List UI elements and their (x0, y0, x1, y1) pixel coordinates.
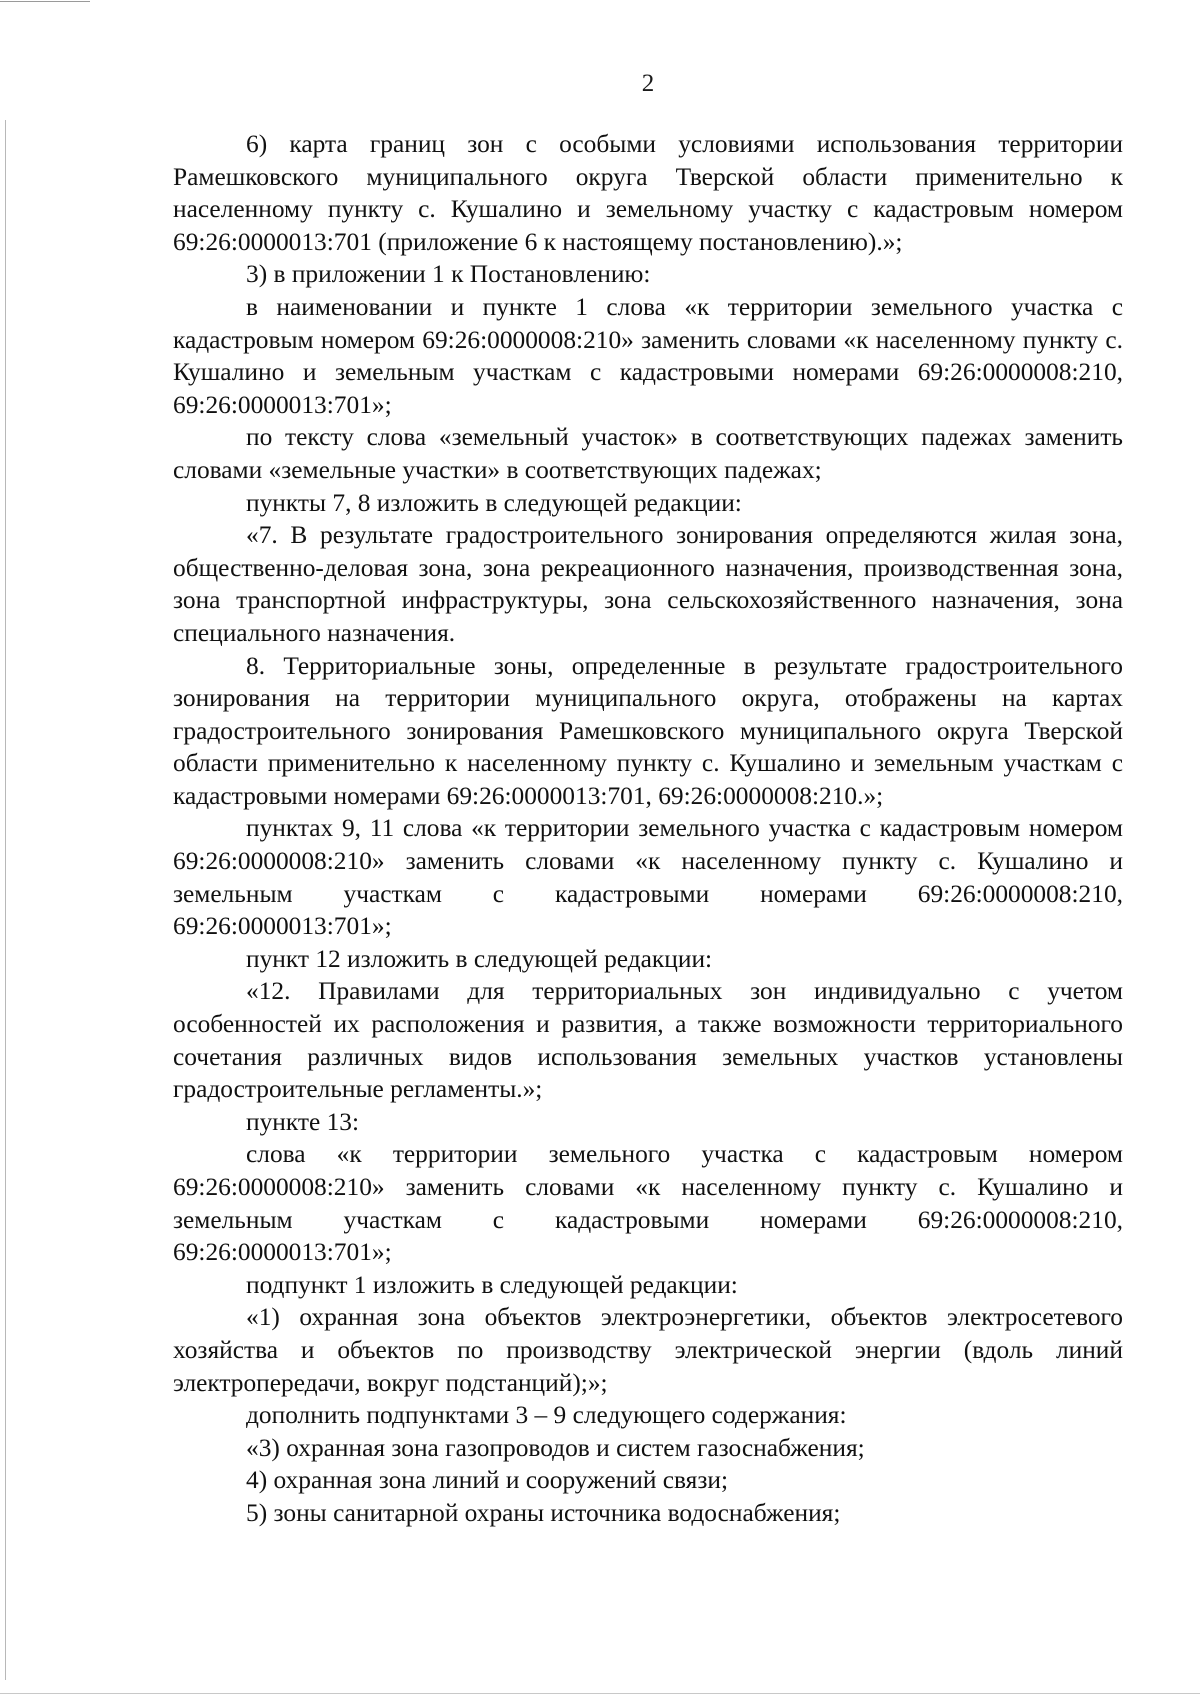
paragraph-point-13-words: слова «к территории земельного участка с кадастровым номером 69:26:0000008:210» заменить словами «к населенному пункту с. Кушалино и земельным участкам с кадастровыми номерами 69:26:0000008:210, 69:26:0000013:701»; (173, 1140, 1123, 1267)
document-body (173, 128, 1123, 1530)
paragraph-text-replace: по тексту слова «земельный участок» в соответствующих падежах заменить словами «земельные участки» в соответствующих падежах; (173, 423, 1123, 484)
paragraph-point-7: «7. В результате градостроительного зонирования определяются жилая зона, общественно-деловая зона, зона рекреационного назначения, производственная зона, зона транспортной инфраструктуры, зона сельскохозяйственного назначения, зона специального назначения. (173, 521, 1123, 647)
paragraph-points-7-8-intro: пункты 7, 8 изложить в следующей редакции: (246, 488, 742, 517)
paragraph-subpoint-5: 5) зоны санитарной охраны источника водоснабжения; (246, 1498, 841, 1527)
paragraph-point-12: «12. Правилами для территориальных зон индивидуально с учетом особенностей их расположения и развития, а также возможности территориального сочетания различных видов использования земельных участков установлены градостроительные регламенты.»; (173, 977, 1123, 1104)
paragraph-item-6-map: 6) карта границ зон с особыми условиями использования территории Рамешковского муниципального округа Тверской области применительно к населенному пункту с. Кушалино и земельному участку с кадастровым номером 69:26:0000013:701 (приложение 6 к настоящему постановлению).»; (173, 130, 1123, 256)
paragraph-subpoint-1: «1) охранная зона объектов электроэнергетики, объектов электросетевого хозяйства и объектов по производству электрической энергии (вдоль линий электропередачи, вокруг подстанций);»; (173, 1303, 1123, 1397)
scan-edge-bottom (0, 1693, 1200, 1694)
paragraph-subpoint-1-intro: подпункт 1 изложить в следующей редакции: (246, 1270, 738, 1299)
paragraph-name-point-1: в наименовании и пункте 1 слова «к территории земельного участка с кадастровым номером 69:26:0000008:210» заменить словами «к населенному пункту с. Кушалино и земельным участкам с кадастровыми номерами 69:26:0000008:210, 69:26:0000013:701»; (173, 292, 1123, 419)
paragraph-point-13-intro: пункте 13: (246, 1107, 360, 1136)
scan-edge-left (5, 120, 6, 1680)
paragraph-subpoint-4: 4) охранная зона линий и сооружений связи; (246, 1466, 729, 1495)
paragraph-point-8: 8. Территориальные зоны, определенные в результате градостроительного зонирования на территории муниципального округа, отображены на картах градостроительного зонирования Рамешковского муниципального округа Тверской области применительно к населенному пункту с. Кушалино и земельным участкам с кадастровыми номерами 69:26:0000013:701, 69:26:0000008:210.»; (173, 651, 1123, 810)
paragraph-point-12-intro: пункт 12 изложить в следующей редакции: (246, 944, 713, 973)
paragraph-points-9-11: пунктах 9, 11 слова «к территории земельного участка с кадастровым номером 69:26:0000008:210» заменить словами «к населенному пункту с. Кушалино и земельным участкам с кадастровыми номерами 69:26:0000008:210, 69:26:0000013:701»; (173, 814, 1123, 941)
paragraph-subpoint-3: «3) охранная зона газопроводов и систем газоснабжения; (246, 1433, 865, 1462)
paragraph-subpoints-3-9-intro: дополнить подпунктами 3 – 9 следующего содержания: (246, 1401, 847, 1430)
paragraph-item-3-appendix: 3) в приложении 1 к Постановлению: (246, 260, 651, 289)
scan-edge-top (0, 1, 90, 2)
page-number: 2 (641, 70, 655, 97)
